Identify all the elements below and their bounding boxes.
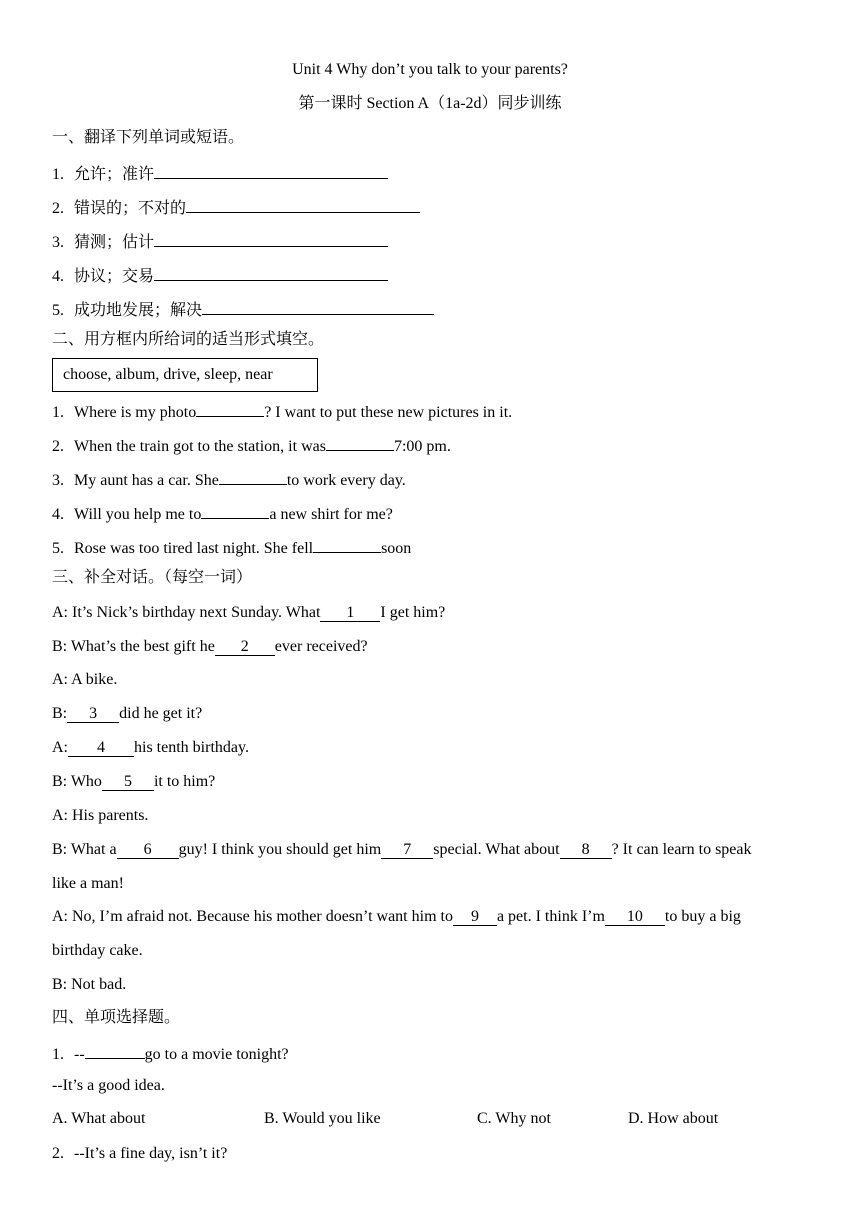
numbered-blank[interactable]: 3	[67, 705, 119, 723]
item-number: 2.	[52, 200, 64, 217]
mc-question-1	[52, 1042, 289, 1062]
option-b[interactable]: B. Would you like	[264, 1110, 381, 1127]
option-c[interactable]: C. Why not	[477, 1110, 551, 1127]
dialog-text: his tenth birthday.	[134, 739, 249, 756]
dialog-text: ? It can learn to speak	[611, 841, 752, 858]
dialog-text: A: It’s Nick’s birthday next Sunday. What	[52, 604, 321, 621]
page-title: Unit 4 Why don’t you talk to your parents?	[292, 61, 568, 78]
item-number: 1.	[52, 404, 64, 421]
dialog-text: ever received?	[274, 638, 368, 655]
s1-item-4	[52, 264, 388, 284]
section1-heading: 一、翻译下列单词或短语。	[52, 129, 245, 146]
dialog-line	[52, 738, 249, 758]
numbered-blank[interactable]: 1	[320, 604, 380, 622]
item-text: soon	[381, 540, 412, 557]
item-text: a new shirt for me?	[269, 506, 393, 523]
answer-blank[interactable]	[154, 230, 388, 247]
dialog-line: like a man!	[52, 875, 124, 892]
answer-blank[interactable]	[85, 1042, 145, 1059]
answer-blank[interactable]	[219, 468, 287, 485]
numbered-blank[interactable]: 10	[605, 908, 665, 926]
dialog-line: B: Not bad.	[52, 976, 127, 993]
dialog-text: B: What’s the best gift he	[52, 638, 215, 655]
numbered-blank[interactable]: 2	[215, 638, 275, 656]
answer-blank[interactable]	[313, 536, 381, 553]
numbered-blank[interactable]: 9	[453, 908, 497, 926]
answer-blank[interactable]	[196, 400, 264, 417]
numbered-blank[interactable]: 5	[102, 773, 154, 791]
item-number: 2.	[52, 438, 64, 455]
dialog-line	[52, 772, 215, 792]
dialog-text: I get him?	[380, 604, 446, 621]
numbered-blank[interactable]: 7	[381, 841, 433, 859]
item-text: 7:00 pm.	[393, 438, 451, 455]
s1-item-5	[52, 298, 434, 318]
item-number: 4.	[52, 506, 64, 523]
item-number: 5.	[52, 540, 64, 557]
dialog-text: did he get it?	[119, 705, 203, 722]
dialog-line	[52, 603, 445, 623]
dialog-line: birthday cake.	[52, 942, 143, 959]
item-number: 2.	[52, 1145, 64, 1162]
question-text: --	[74, 1046, 85, 1063]
item-number: 3.	[52, 472, 64, 489]
s2-item-2	[52, 434, 451, 454]
item-text: When the train got to the station, it was	[74, 438, 326, 455]
dialog-text: A:	[52, 739, 68, 756]
item-text: 协议；交易	[74, 268, 155, 285]
item-number: 4.	[52, 268, 64, 285]
dialog-text: B: Who	[52, 773, 102, 790]
item-text: to work every day.	[286, 472, 406, 489]
numbered-blank[interactable]: 6	[117, 841, 179, 859]
dialog-line: A: His parents.	[52, 807, 149, 824]
question-text: --It’s a fine day, isn’t it?	[74, 1145, 228, 1162]
item-text: My aunt has a car. She	[74, 472, 219, 489]
dialog-line	[52, 704, 202, 724]
page-subtitle: 第一课时 Section A（1a-2d）同步训练	[298, 95, 562, 112]
item-text: 成功地发展；解决	[74, 302, 203, 319]
section3-heading: 三、补全对话。（每空一词）	[52, 569, 253, 586]
item-number: 1.	[52, 1046, 64, 1063]
option-d[interactable]: D. How about	[628, 1110, 719, 1127]
item-text: 猜测；估计	[74, 234, 155, 251]
dialog-text: B: What a	[52, 841, 117, 858]
s2-item-3	[52, 468, 406, 488]
answer-blank[interactable]	[154, 264, 388, 281]
s1-item-1	[52, 162, 388, 182]
mc-question-1-reply: --It’s a good idea.	[52, 1077, 165, 1094]
s2-item-1	[52, 400, 512, 420]
option-a[interactable]: A. What about	[52, 1110, 146, 1127]
s1-item-3	[52, 230, 388, 250]
item-text: Will you help me to	[74, 506, 202, 523]
dialog-text: A: No, I’m afraid not. Because his mother doesn’t want him to	[52, 908, 453, 925]
word-box-text: choose, album, drive, sleep, near	[63, 366, 273, 383]
item-number: 3.	[52, 234, 64, 251]
item-text: Rose was too tired last night. She fell	[74, 540, 314, 557]
numbered-blank[interactable]: 4	[68, 739, 134, 757]
answer-blank[interactable]	[326, 434, 394, 451]
answer-blank[interactable]	[186, 196, 420, 213]
dialog-text: guy! I think you should get him	[178, 841, 382, 858]
word-box	[52, 358, 318, 392]
question-text: go to a movie tonight?	[144, 1046, 289, 1063]
answer-blank[interactable]	[202, 298, 434, 315]
dialog-line	[52, 637, 368, 657]
s1-item-2	[52, 196, 420, 216]
answer-blank[interactable]	[154, 162, 388, 179]
item-text: 允许；准许	[74, 166, 155, 183]
section2-heading: 二、用方框内所给词的适当形式填空。	[52, 331, 325, 348]
section4-heading: 四、单项选择题。	[52, 1009, 181, 1026]
item-number: 5.	[52, 302, 64, 319]
item-number: 1.	[52, 166, 64, 183]
dialog-text: special. What about	[433, 841, 560, 858]
dialog-text: a pet. I think I’m	[496, 908, 605, 925]
dialog-text: it to him?	[153, 773, 216, 790]
dialog-line	[52, 840, 752, 860]
dialog-text: B:	[52, 705, 68, 722]
item-text: ? I want to put these new pictures in it.	[264, 404, 513, 421]
numbered-blank[interactable]: 8	[560, 841, 612, 859]
item-text: 错误的；不对的	[74, 200, 187, 217]
s2-item-5	[52, 536, 411, 556]
dialog-line	[52, 907, 741, 927]
answer-blank[interactable]	[201, 502, 269, 519]
dialog-text: to buy a big	[664, 908, 741, 925]
s2-item-4	[52, 502, 393, 522]
mc-question-2	[52, 1144, 227, 1164]
dialog-line: A: A bike.	[52, 671, 118, 688]
item-text: Where is my photo	[74, 404, 197, 421]
